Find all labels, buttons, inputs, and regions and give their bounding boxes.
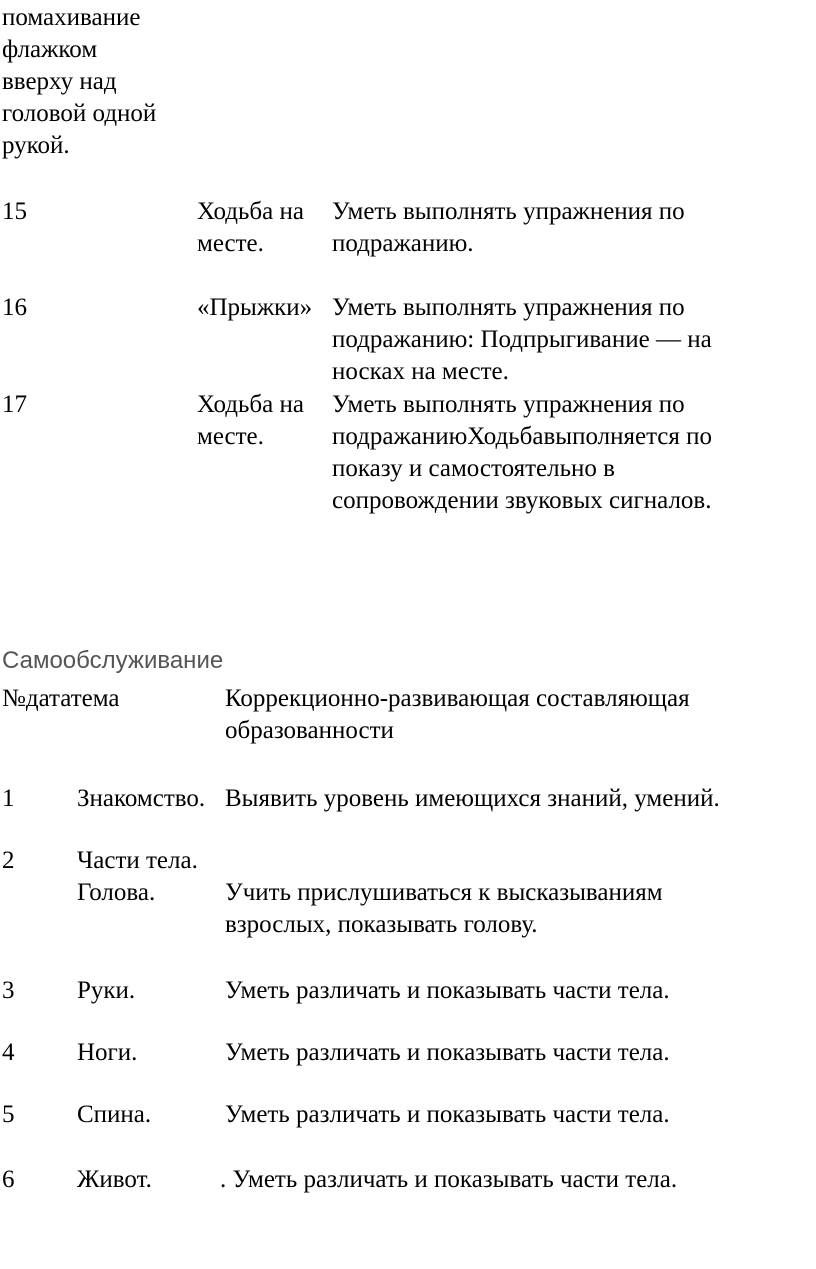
row-description: Уметь выполнять упражнения по подражаниюХодьбавыполняется по показу и самостоятельно в сопровождении звуковых сигналов.	[332, 391, 713, 514]
row-number: 4	[2, 1039, 15, 1066]
row-description: Уметь выполнять упражнения по подражанию: Подпрыгивание — на носках на месте.	[332, 294, 712, 385]
table-header-row	[2, 683, 120, 715]
header-number: №	[2, 685, 26, 712]
row-description: . Уметь различать и показывать части тела.	[220, 1166, 678, 1193]
row-description: Уметь выполнять упражнения по подражанию.	[332, 198, 685, 257]
continuation-cell-text: помахивание флажком вверху над головой одной рукой.	[2, 4, 157, 159]
row-number: 6	[2, 1166, 15, 1193]
row-number: 2	[2, 847, 15, 874]
header-topic: тема	[70, 685, 120, 712]
row-topic: Ходьба на месте.	[197, 391, 304, 450]
row-description: Уметь различать и показывать части тела.	[225, 977, 670, 1004]
row-description: Уметь различать и показывать части тела.	[225, 1039, 670, 1066]
header-description: Коррекционно-развивающая составляющая образованности	[225, 685, 690, 744]
row-number: 5	[2, 1101, 15, 1128]
row-topic: Части тела. Голова.	[77, 847, 198, 906]
header-date: дата	[25, 685, 71, 712]
row-description: Учить прислушиваться к высказываниям взрослых, показывать голову.	[225, 879, 663, 938]
row-topic: Ходьба на месте.	[197, 198, 304, 257]
row-topic: Спина.	[77, 1101, 152, 1128]
row-number: 15	[2, 198, 27, 225]
row-topic: «Прыжки»	[197, 294, 313, 321]
row-description: Уметь различать и показывать части тела.	[225, 1101, 670, 1128]
row-description: Выявить уровень имеющихся знаний, умений.	[225, 785, 720, 812]
row-number: 16	[2, 294, 27, 321]
row-topic: Ноги.	[77, 1039, 138, 1066]
row-topic: Живот.	[77, 1166, 152, 1193]
row-number: 17	[2, 391, 27, 418]
row-topic: Знакомство.	[77, 785, 206, 812]
row-topic: Руки.	[77, 977, 136, 1004]
row-number: 1	[2, 785, 15, 812]
section-title: Самообслуживание	[2, 647, 224, 674]
row-number: 3	[2, 977, 15, 1004]
